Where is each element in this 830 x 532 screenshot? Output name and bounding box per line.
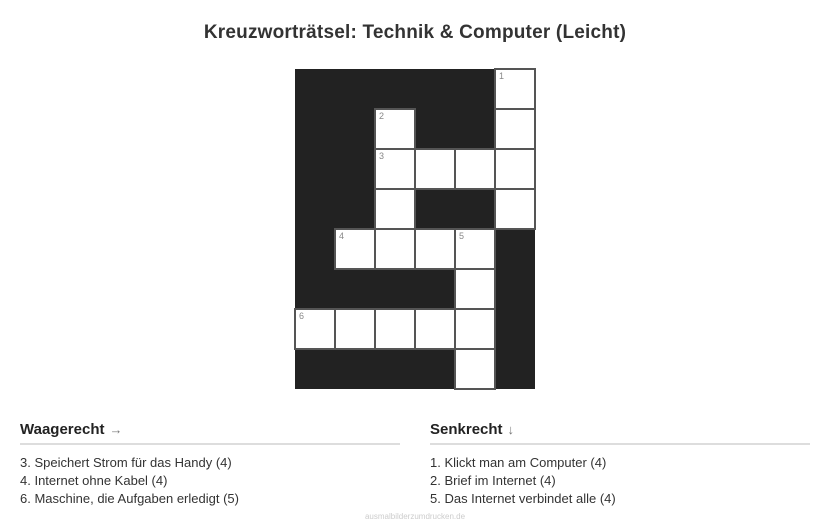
down-section — [430, 421, 810, 508]
crossword-grid — [295, 69, 535, 389]
grid-cell-r6c5[interactable] — [454, 268, 496, 310]
down-clue-item: 1. Klickt man am Computer (4) — [430, 455, 607, 470]
grid-cell-r8c5[interactable] — [454, 348, 496, 390]
across-section — [20, 421, 400, 508]
across-clue-item: 3. Speichert Strom für das Handy (4) — [20, 455, 232, 470]
grid-cell-r5c2[interactable] — [334, 228, 376, 270]
grid-cell-r2c6[interactable] — [494, 108, 536, 150]
down-heading — [430, 421, 810, 445]
cell-number: 5 — [459, 231, 465, 241]
grid-cell-r4c3[interactable] — [374, 188, 416, 230]
down-arrow-icon: ↓ — [507, 422, 515, 437]
grid-cell-r3c3[interactable] — [374, 148, 416, 190]
down-clue-item: 5. Das Internet verbindet alle (4) — [430, 491, 616, 506]
down-clue-item: 2. Brief im Internet (4) — [430, 473, 556, 488]
across-clue-list — [20, 454, 400, 508]
grid-cell-r4c6[interactable] — [494, 188, 536, 230]
grid-cell-r1c6[interactable] — [494, 68, 536, 110]
page-title: Kreuzworträtsel: Technik & Computer (Leicht) — [203, 22, 627, 43]
grid-cell-r7c2[interactable] — [334, 308, 376, 350]
cell-number: 4 — [339, 231, 345, 241]
down-clue-list — [430, 454, 810, 508]
cell-number: 2 — [379, 111, 385, 121]
grid-cell-r5c4[interactable] — [414, 228, 456, 270]
grid-cell-r3c6[interactable] — [494, 148, 536, 190]
down-heading-label: Senkrecht — [430, 421, 503, 438]
clue-columns — [20, 421, 810, 508]
across-heading-label: Waagerecht — [20, 421, 105, 438]
cell-number: 6 — [299, 311, 305, 321]
grid-cell-r2c3[interactable] — [374, 108, 416, 150]
across-heading — [20, 421, 400, 445]
across-clue-item: 6. Maschine, die Aufgaben erledigt (5) — [20, 491, 239, 506]
grid-cell-r3c4[interactable] — [414, 148, 456, 190]
cell-number: 1 — [499, 71, 505, 81]
watermark: ausmalbilderzumdrucken.de — [364, 512, 466, 521]
cell-number: 3 — [379, 151, 385, 161]
grid-cell-r5c3[interactable] — [374, 228, 416, 270]
grid-cell-r7c4[interactable] — [414, 308, 456, 350]
grid-cell-r5c5[interactable] — [454, 228, 496, 270]
grid-cell-r7c1[interactable] — [294, 308, 336, 350]
grid-cell-r3c5[interactable] — [454, 148, 496, 190]
grid-cell-r7c5[interactable] — [454, 308, 496, 350]
across-clue-item: 4. Internet ohne Kabel (4) — [20, 473, 168, 488]
grid-cell-r7c3[interactable] — [374, 308, 416, 350]
right-arrow-icon: → — [109, 422, 123, 437]
